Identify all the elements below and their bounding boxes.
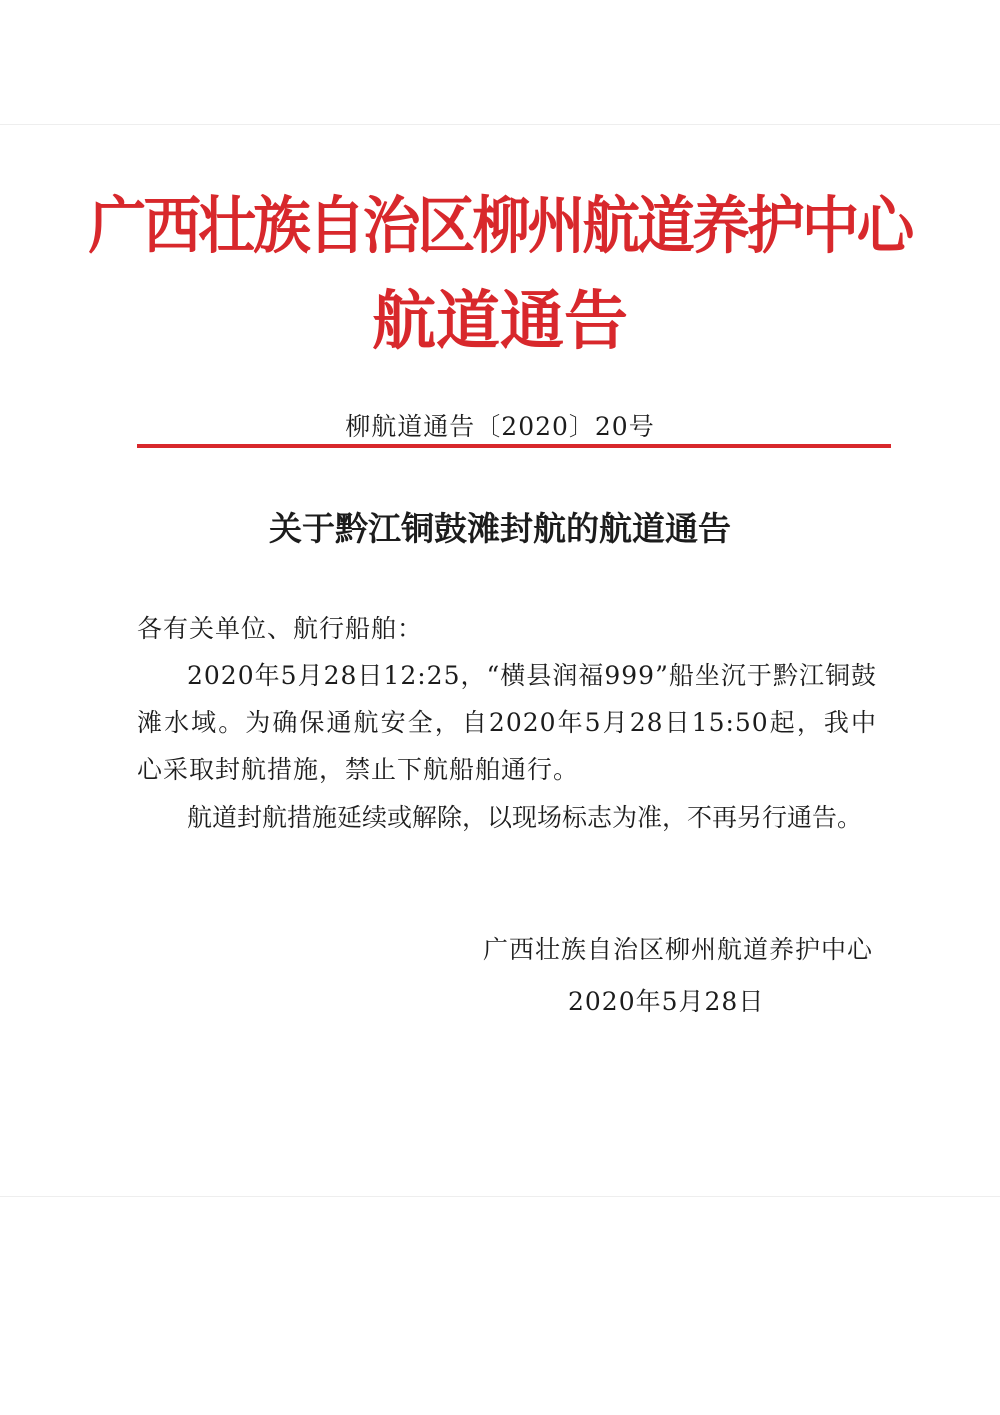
scan-edge-line-top [0, 124, 1000, 125]
body-paragraph-1: 2020年5月28日12:25，“横县润福999”船坐沉于黔江铜鼓滩水域。为确保通航安全，自2020年5月28日15:50起，我中心采取封航措施，禁止下航船舶通行。 [137, 661, 877, 784]
document-title: 关于黔江铜鼓滩封航的航道通告 [269, 509, 731, 548]
scan-edge-line-bottom [0, 1196, 1000, 1197]
body-paragraph-2: 航道封航措施延续或解除，以现场标志为准，不再另行通告。 [187, 803, 863, 832]
notice-type-header: 航道通告 [372, 285, 628, 359]
salutation: 各有关单位、航行船舶： [137, 614, 424, 643]
signature-organization: 广西壮族自治区柳州航道养护中心 [482, 935, 873, 964]
issuing-organization-header: 广西壮族自治区柳州航道养护中心 [88, 189, 912, 262]
red-separator-line [137, 444, 891, 448]
document-number: 柳航道通告〔2020〕20号 [345, 412, 655, 441]
signature-date: 2020年5月28日 [568, 987, 765, 1016]
